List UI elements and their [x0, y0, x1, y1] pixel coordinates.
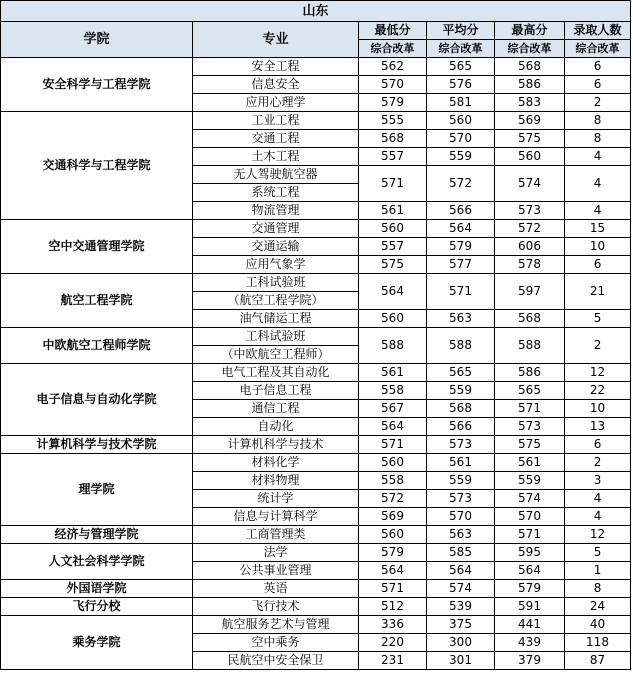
- college-name: 交通科学与工程学院: [1, 112, 193, 220]
- score-avg: 560: [427, 112, 495, 130]
- college-name: 计算机科学与技术学院: [1, 436, 193, 454]
- major-name: 工科试验班: [193, 328, 359, 346]
- score-avg: 571: [427, 274, 495, 310]
- table-row: [1, 454, 631, 472]
- score-max: 595: [495, 544, 565, 562]
- header-min-sub: 综合改革: [359, 40, 427, 58]
- province-title: 山东: [1, 1, 631, 22]
- header-max: 最高分: [495, 22, 565, 40]
- major-name: 交通工程: [193, 130, 359, 148]
- score-avg: 573: [427, 490, 495, 508]
- score-count: 8: [565, 130, 631, 148]
- table-row: [1, 544, 631, 562]
- score-min: 579: [359, 94, 427, 112]
- major-name: 电气工程及其自动化: [193, 364, 359, 382]
- major-name: 交通管理: [193, 220, 359, 238]
- major-name: 公共事业管理: [193, 562, 359, 580]
- score-min: 575: [359, 256, 427, 274]
- score-count: 4: [565, 490, 631, 508]
- score-avg: 581: [427, 94, 495, 112]
- table-row: [1, 364, 631, 382]
- score-avg: 559: [427, 472, 495, 490]
- score-count: 4: [565, 166, 631, 202]
- score-min: 567: [359, 400, 427, 418]
- college-name: 航空工程学院: [1, 274, 193, 328]
- table-row: [1, 220, 631, 238]
- score-avg: 566: [427, 202, 495, 220]
- table-row: [1, 328, 631, 346]
- table-row: [1, 580, 631, 598]
- score-avg: 539: [427, 598, 495, 616]
- college-name: 空中交通管理学院: [1, 220, 193, 274]
- major-name-line2: 系统工程: [193, 184, 359, 202]
- score-avg: 563: [427, 310, 495, 328]
- table-row: [1, 58, 631, 76]
- score-max: 597: [495, 274, 565, 310]
- score-count: 13: [565, 418, 631, 436]
- header-avg: 平均分: [427, 22, 495, 40]
- header-major: 专业: [193, 22, 359, 58]
- score-count: 1: [565, 562, 631, 580]
- score-max: 579: [495, 580, 565, 598]
- score-count: 4: [565, 148, 631, 166]
- table-body: [1, 58, 631, 670]
- score-min: 560: [359, 526, 427, 544]
- score-max: 574: [495, 166, 565, 202]
- score-min: 568: [359, 130, 427, 148]
- major-name-line2: （航空工程学院）: [193, 292, 359, 310]
- score-max: 578: [495, 256, 565, 274]
- table-row: [1, 436, 631, 454]
- score-count: 40: [565, 616, 631, 634]
- score-count: 6: [565, 256, 631, 274]
- major-name: 民航空中安全保卫: [193, 652, 359, 670]
- score-max: 569: [495, 112, 565, 130]
- major-name: 航空服务艺术与管理: [193, 616, 359, 634]
- score-avg: 577: [427, 256, 495, 274]
- score-min: 564: [359, 274, 427, 310]
- score-min: 570: [359, 76, 427, 94]
- score-min: 561: [359, 202, 427, 220]
- score-max: 586: [495, 76, 565, 94]
- score-min: 560: [359, 454, 427, 472]
- major-name: 信息安全: [193, 76, 359, 94]
- header-college: 学院: [1, 22, 193, 58]
- score-max: 561: [495, 454, 565, 472]
- score-count: 15: [565, 220, 631, 238]
- score-min: 588: [359, 328, 427, 364]
- major-name: 飞行技术: [193, 598, 359, 616]
- major-name: 土木工程: [193, 148, 359, 166]
- score-count: 8: [565, 580, 631, 598]
- table-row: [1, 526, 631, 544]
- major-name: 工科试验班: [193, 274, 359, 292]
- score-count: 2: [565, 328, 631, 364]
- score-count: 12: [565, 526, 631, 544]
- college-name: 外国语学院: [1, 580, 193, 598]
- score-avg: 561: [427, 454, 495, 472]
- college-name: 电子信息与自动化学院: [1, 364, 193, 436]
- major-name: 材料化学: [193, 454, 359, 472]
- score-count: 8: [565, 112, 631, 130]
- score-count: 10: [565, 238, 631, 256]
- score-max: 575: [495, 130, 565, 148]
- major-name: 油气储运工程: [193, 310, 359, 328]
- score-min: 336: [359, 616, 427, 634]
- score-max: 573: [495, 418, 565, 436]
- score-avg: 563: [427, 526, 495, 544]
- header-max-sub: 综合改革: [495, 40, 565, 58]
- college-name: 安全科学与工程学院: [1, 58, 193, 112]
- score-max: 568: [495, 58, 565, 76]
- score-max: 572: [495, 220, 565, 238]
- score-avg: 375: [427, 616, 495, 634]
- major-name: 工业工程: [193, 112, 359, 130]
- score-avg: 573: [427, 436, 495, 454]
- score-avg: 301: [427, 652, 495, 670]
- score-min: 572: [359, 490, 427, 508]
- score-max: 439: [495, 634, 565, 652]
- score-min: 558: [359, 382, 427, 400]
- score-min: 564: [359, 562, 427, 580]
- score-count: 2: [565, 454, 631, 472]
- score-avg: 565: [427, 58, 495, 76]
- score-count: 6: [565, 76, 631, 94]
- major-name: 空中乘务: [193, 634, 359, 652]
- score-avg: 559: [427, 382, 495, 400]
- score-min: 569: [359, 508, 427, 526]
- score-min: 562: [359, 58, 427, 76]
- major-name: 物流管理: [193, 202, 359, 220]
- score-avg: 588: [427, 328, 495, 364]
- score-max: 573: [495, 202, 565, 220]
- score-min: 512: [359, 598, 427, 616]
- score-min: 560: [359, 310, 427, 328]
- score-avg: 559: [427, 148, 495, 166]
- table-row: [1, 274, 631, 292]
- score-max: 570: [495, 508, 565, 526]
- major-name-line2: （中欧航空工程师）: [193, 346, 359, 364]
- college-name: 飞行分校: [1, 598, 193, 616]
- score-avg: 300: [427, 634, 495, 652]
- score-count: 21: [565, 274, 631, 310]
- score-count: 4: [565, 202, 631, 220]
- score-count: 10: [565, 400, 631, 418]
- score-max: 559: [495, 472, 565, 490]
- score-avg: 574: [427, 580, 495, 598]
- score-count: 5: [565, 544, 631, 562]
- score-max: 606: [495, 238, 565, 256]
- table-row: [1, 112, 631, 130]
- score-max: 591: [495, 598, 565, 616]
- score-max: 571: [495, 526, 565, 544]
- score-max: 564: [495, 562, 565, 580]
- score-min: 560: [359, 220, 427, 238]
- score-count: 12: [565, 364, 631, 382]
- college-name: 中欧航空工程师学院: [1, 328, 193, 364]
- score-min: 571: [359, 166, 427, 202]
- score-max: 565: [495, 382, 565, 400]
- score-avg: 585: [427, 544, 495, 562]
- score-min: 561: [359, 364, 427, 382]
- college-name: 乘务学院: [1, 616, 193, 670]
- score-max: 574: [495, 490, 565, 508]
- score-max: 586: [495, 364, 565, 382]
- score-min: 555: [359, 112, 427, 130]
- score-count: 4: [565, 508, 631, 526]
- score-max: 583: [495, 94, 565, 112]
- score-avg: 570: [427, 508, 495, 526]
- major-name: 计算机科学与技术: [193, 436, 359, 454]
- major-name: 应用气象学: [193, 256, 359, 274]
- table-row: [1, 616, 631, 634]
- major-name: 应用心理学: [193, 94, 359, 112]
- major-name: 统计学: [193, 490, 359, 508]
- score-min: 579: [359, 544, 427, 562]
- score-count: 3: [565, 472, 631, 490]
- score-count: 2: [565, 94, 631, 112]
- score-avg: 565: [427, 364, 495, 382]
- score-count: 24: [565, 598, 631, 616]
- score-max: 379: [495, 652, 565, 670]
- major-name: 法学: [193, 544, 359, 562]
- table-row: [1, 598, 631, 616]
- score-max: 571: [495, 400, 565, 418]
- score-min: 557: [359, 148, 427, 166]
- major-name: 交通运输: [193, 238, 359, 256]
- score-min: 557: [359, 238, 427, 256]
- score-avg: 564: [427, 562, 495, 580]
- major-name: 安全工程: [193, 58, 359, 76]
- college-name: 人文社会科学学院: [1, 544, 193, 580]
- score-min: 571: [359, 436, 427, 454]
- score-count: 5: [565, 310, 631, 328]
- score-max: 588: [495, 328, 565, 364]
- score-min: 558: [359, 472, 427, 490]
- score-avg: 564: [427, 220, 495, 238]
- score-avg: 572: [427, 166, 495, 202]
- score-avg: 566: [427, 418, 495, 436]
- header-min: 最低分: [359, 22, 427, 40]
- score-avg: 579: [427, 238, 495, 256]
- score-max: 568: [495, 310, 565, 328]
- header-count: 录取人数: [565, 22, 631, 40]
- major-name: 材料物理: [193, 472, 359, 490]
- score-min: 220: [359, 634, 427, 652]
- major-name: 无人驾驶航空器: [193, 166, 359, 184]
- header-count-sub: 综合改革: [565, 40, 631, 58]
- score-count: 6: [565, 58, 631, 76]
- score-min: 231: [359, 652, 427, 670]
- score-min: 571: [359, 580, 427, 598]
- major-name: 工商管理类: [193, 526, 359, 544]
- score-count: 118: [565, 634, 631, 652]
- score-max: 441: [495, 616, 565, 634]
- score-count: 87: [565, 652, 631, 670]
- score-min: 564: [359, 418, 427, 436]
- score-max: 560: [495, 148, 565, 166]
- college-name: 理学院: [1, 454, 193, 526]
- score-max: 575: [495, 436, 565, 454]
- score-avg: 570: [427, 130, 495, 148]
- major-name: 电子信息工程: [193, 382, 359, 400]
- score-avg: 568: [427, 400, 495, 418]
- college-name: 经济与管理学院: [1, 526, 193, 544]
- major-name: 自动化: [193, 418, 359, 436]
- major-name: 英语: [193, 580, 359, 598]
- major-name: 信息与计算科学: [193, 508, 359, 526]
- score-count: 22: [565, 382, 631, 400]
- score-avg: 576: [427, 76, 495, 94]
- major-name: 通信工程: [193, 400, 359, 418]
- header-avg-sub: 综合改革: [427, 40, 495, 58]
- score-count: 6: [565, 436, 631, 454]
